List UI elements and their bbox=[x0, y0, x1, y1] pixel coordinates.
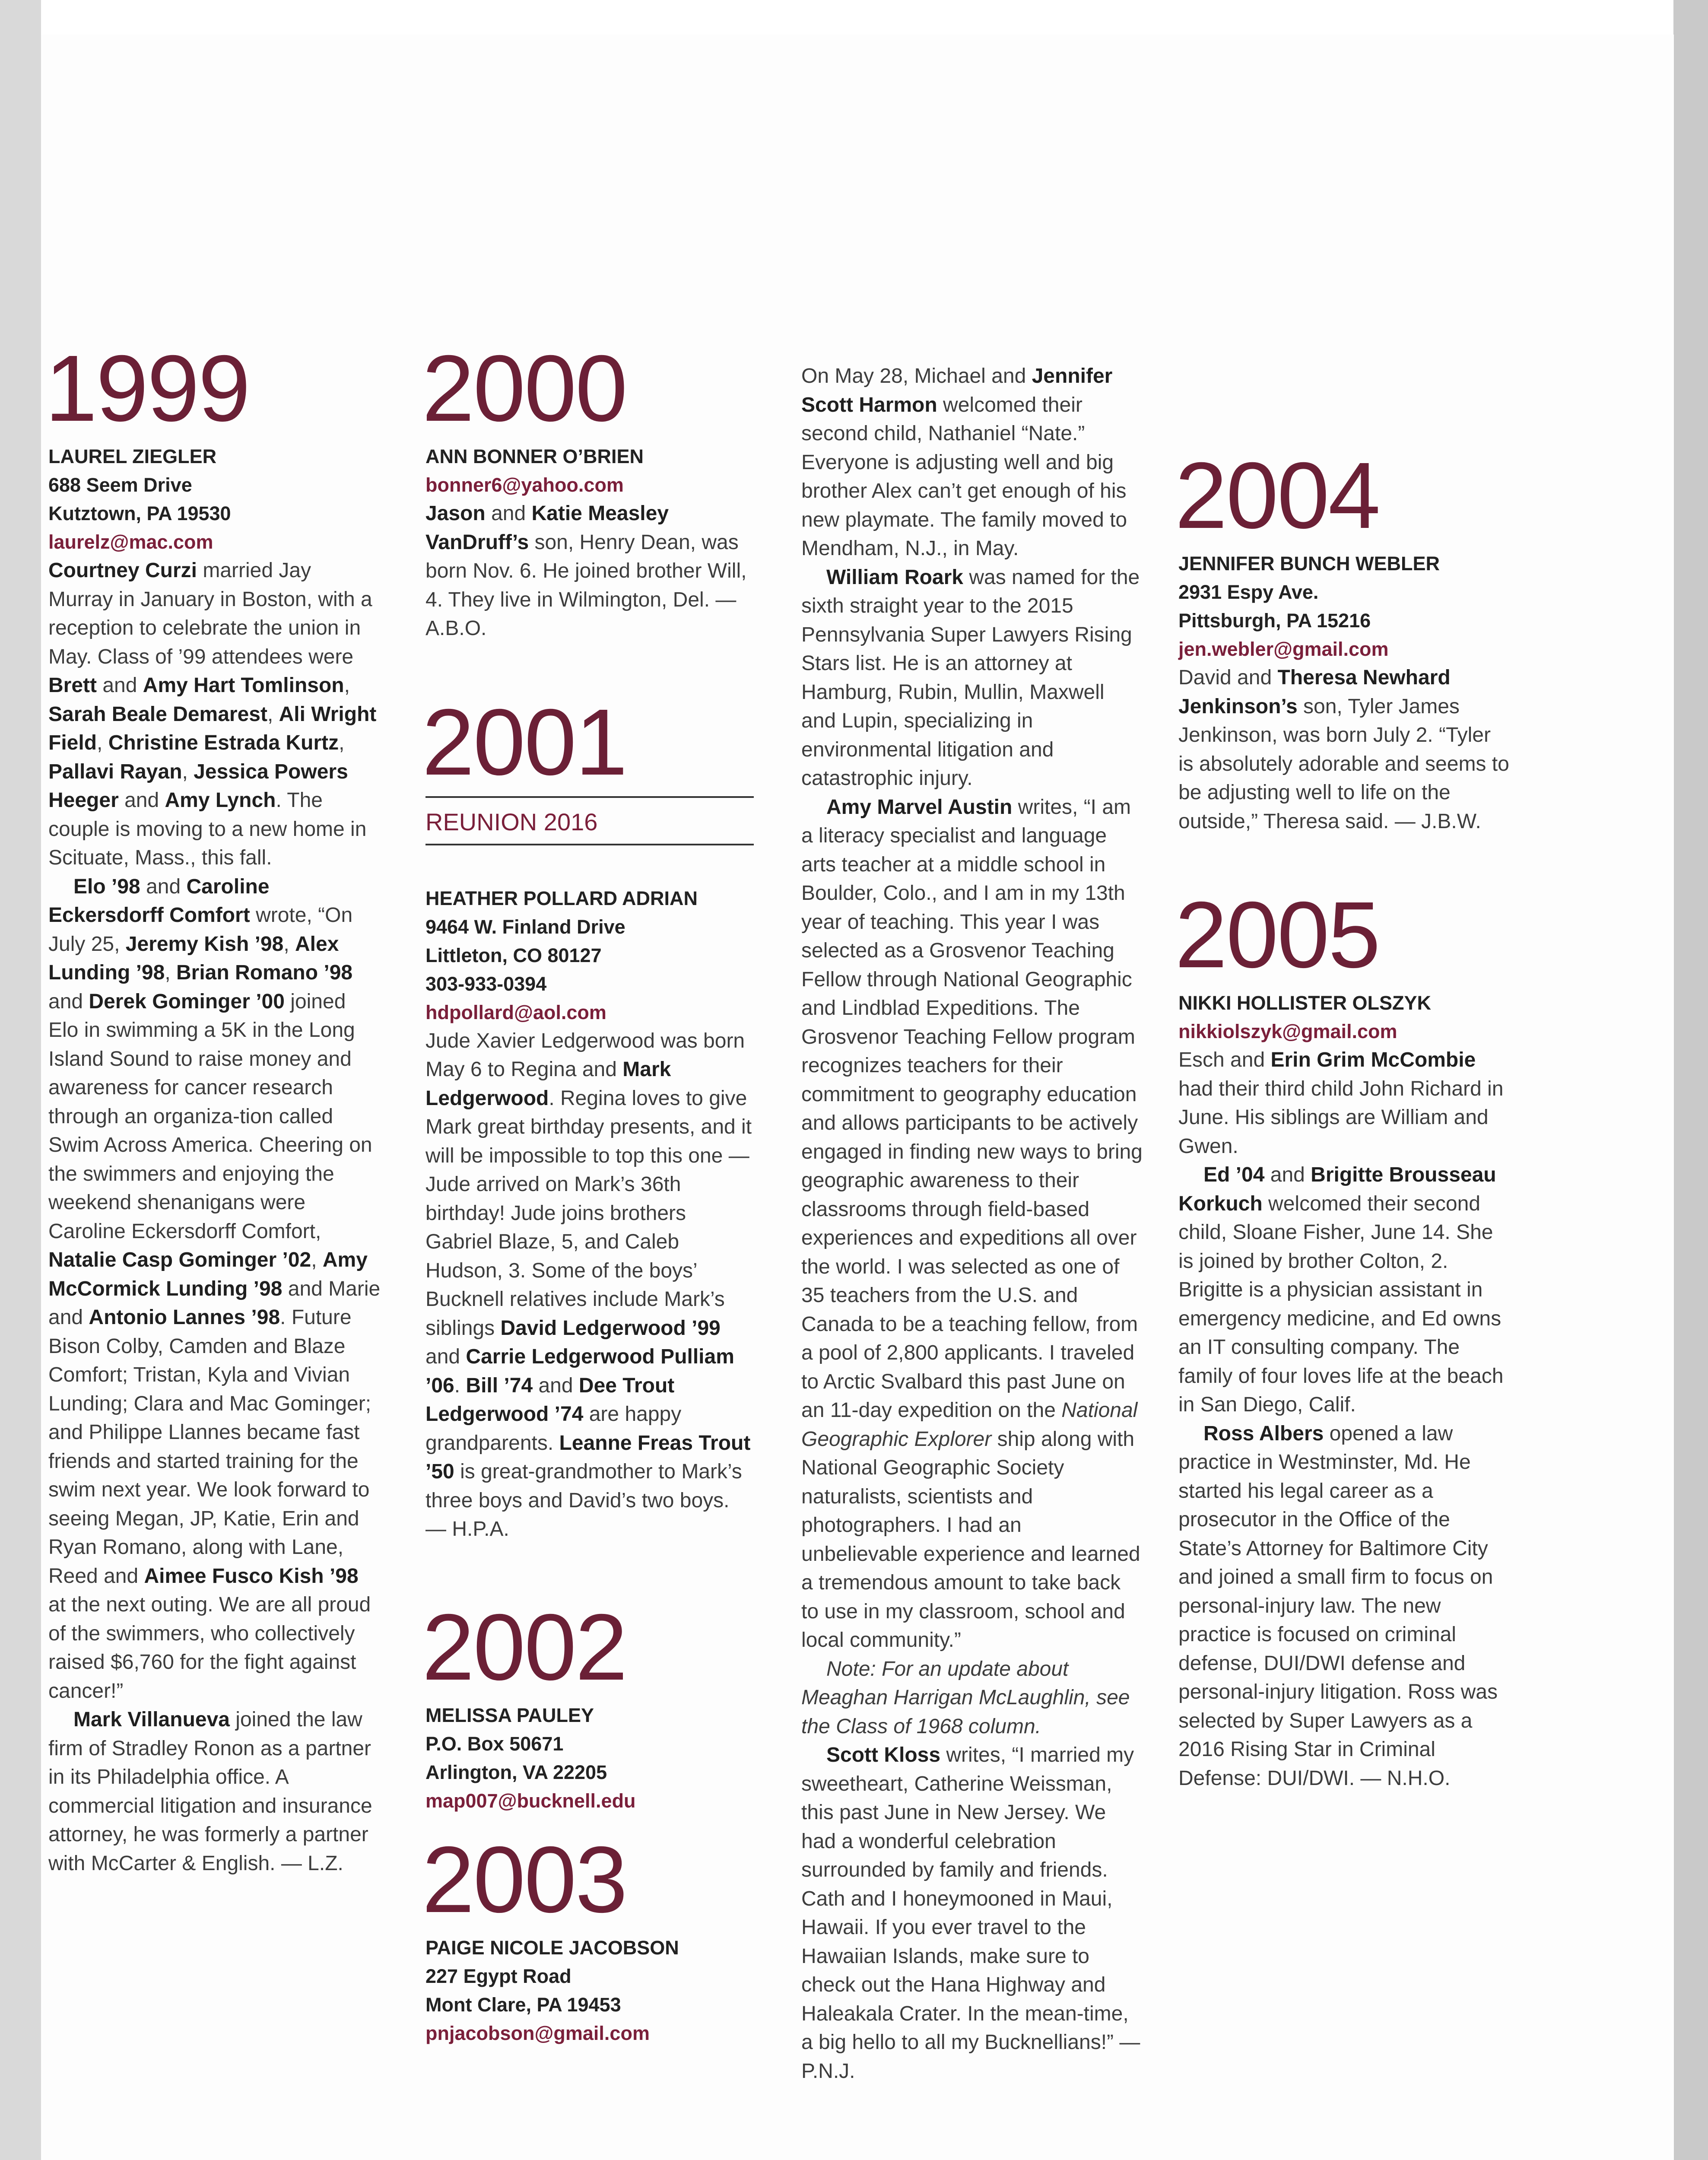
person-name: Jennifer Scott Harmon bbox=[801, 365, 1113, 416]
note-paragraph bbox=[1178, 1420, 1511, 1793]
class-secretary-email[interactable]: pnjacobson@gmail.com bbox=[425, 2022, 650, 2044]
person-name: Antonio Lannes ’98 bbox=[89, 1306, 280, 1329]
text-run: , bbox=[165, 961, 176, 984]
class-secretary-name: NIKKI HOLLISTER OLSZYK bbox=[1178, 992, 1431, 1014]
text-run: , bbox=[182, 760, 194, 783]
text-run: , bbox=[97, 731, 108, 754]
text-run: married Jay Murray in January in Boston, with a reception to celebrate the union in May. Class of ’99 attendees were bbox=[48, 559, 372, 668]
person-name: Brett bbox=[48, 674, 97, 697]
class-secretary-email[interactable]: hdpollard@aol.com bbox=[425, 1001, 606, 1023]
text-run: and bbox=[118, 789, 165, 812]
person-name: Bill ’74 bbox=[466, 1374, 533, 1397]
text-run: welcomed their second child, Sloane Fisher, June 14. She is joined by brother Colton, 2. Brigitte is a physician assistant in emergency medicine, and Ed owns an IT consulting company. The family of four loves life at the beach in San Diego, Calif. bbox=[1178, 1192, 1504, 1416]
note-paragraph bbox=[1178, 1161, 1511, 1420]
person-name: Ali Wright Field bbox=[48, 702, 377, 754]
person-name: Jason bbox=[425, 502, 486, 525]
text-run: and bbox=[425, 1345, 466, 1368]
class-secretary-address: 227 Egypt Road bbox=[425, 1965, 571, 1987]
class-secretary-address: P.O. Box 50671 bbox=[425, 1732, 564, 1755]
class-secretary-city: Mont Clare, PA 19453 bbox=[425, 1993, 621, 2016]
column-2 bbox=[422, 336, 754, 2048]
class-secretary-phone: 303-933-0394 bbox=[425, 972, 547, 995]
text-run: On May 28, Michael and bbox=[801, 365, 1032, 388]
person-name: Mark Ledgerwood bbox=[425, 1058, 671, 1110]
class-secretary-city: Littleton, CO 80127 bbox=[425, 944, 602, 966]
column-1 bbox=[45, 336, 381, 1878]
person-name: Brian Romano ’98 bbox=[176, 961, 353, 984]
person-name: Courtney Curzi bbox=[48, 559, 197, 582]
text-run: . Future Bison Colby, Camden and Blaze Comfort; Tristan, Kyla and Vivian Lunding; Clara and Mac Gominger; and Philippe Llannes became fast friends and started training for the swim next year. We look forward to seeing Megan, JP, Katie, Erin and Ryan Romano, along with Lane, Reed and bbox=[48, 1306, 371, 1588]
spacer bbox=[1178, 362, 1511, 448]
text-run: , bbox=[267, 702, 279, 726]
text-run: , bbox=[311, 1248, 323, 1271]
column-4 bbox=[1175, 362, 1511, 1793]
text-run: at the next outing. We are all proud of the swimmers, who collectively raised $6,760 for the fight against cancer!” bbox=[48, 1593, 371, 1703]
text-run: David and bbox=[1178, 666, 1278, 689]
person-name: Jessica Powers Heeger bbox=[48, 760, 348, 812]
person-name: Amy Hart Tomlinson bbox=[143, 674, 344, 697]
text-run: joined Elo in swimming a 5K in the Long Island Sound to raise money and awareness for cancer research through an organiza-tion called Swim Across America. Cheering on the swimmers and enjoying the weekend shenanigans were Caroline Eckersdorff Comfort, bbox=[48, 990, 372, 1243]
text-run: writes, “I married my sweetheart, Catherine Weissman, this past June in New Jersey. We had a wonderful celebration surrounded by family and friends. Cath and I honeymooned in Maui, Hawaii. If you ever travel to the Hawaiian Islands, make sure to check out the Hana Highway and Haleakala Crater. In the mean-time, a big hello to all my Bucknellians!” — P.N.J. bbox=[801, 1744, 1140, 2083]
class-year-2000: 2000 bbox=[422, 336, 626, 441]
text-run: Esch and bbox=[1178, 1048, 1271, 1071]
note-paragraph bbox=[48, 1706, 381, 1878]
spacer bbox=[425, 643, 754, 695]
person-name: Scott Kloss bbox=[826, 1744, 941, 1766]
class-year-2003: 2003 bbox=[422, 1827, 626, 1932]
text-run: and bbox=[140, 875, 187, 898]
class-secretary-name: PAIGE NICOLE JACOBSON bbox=[425, 1936, 679, 1959]
spacer bbox=[425, 1544, 754, 1600]
class-secretary-city: Arlington, VA 22205 bbox=[425, 1761, 607, 1783]
person-name: Caroline Eckersdorff Comfort bbox=[48, 875, 270, 927]
text-run: . The couple is moving to a new home in Scituate, Mass., this fall. bbox=[48, 789, 367, 869]
text-run: , bbox=[344, 674, 350, 697]
person-name: Amy Lynch bbox=[165, 789, 276, 812]
text-run: had their third child John Richard in June. His siblings are William and Gwen. bbox=[1178, 1077, 1504, 1158]
text-run: opened a law practice in Westminster, Md. He started his legal career as a prosecutor in the Office of the State’s Attorney for Baltimore City and joined a small firm to focus on personal-injury law. The new practice is focused on criminal defense, DUI/DWI defense and personal-injury litigation. Ross was selected by Super Lawyers as a 2016 Rising Star in Criminal Defense: DUI/DWI. — N.H.O. bbox=[1178, 1422, 1498, 1790]
scan-left-edge bbox=[0, 0, 41, 2160]
person-name: Mark Villanueva bbox=[73, 1708, 230, 1731]
class-year-2001: 2001 bbox=[422, 689, 626, 795]
person-name: Aimee Fusco Kish ’98 bbox=[144, 1564, 359, 1588]
note-paragraph bbox=[801, 1741, 1143, 2086]
person-name: Erin Grim McCombie bbox=[1270, 1048, 1476, 1071]
note-paragraph bbox=[801, 362, 1143, 563]
text-run: are happy grandparents. bbox=[425, 1403, 682, 1455]
italic-text: National Geographic Explorer bbox=[801, 1399, 1138, 1451]
text-run: son, Tyler James Jenkinson, was born July 2. “Tyler is absolutely adorable and seems to be adjusting well to life on the outside,” Theresa said. — J.B.W. bbox=[1178, 695, 1509, 833]
class-year-2002: 2002 bbox=[422, 1595, 626, 1700]
text-run: wrote, “On July 25, bbox=[48, 904, 353, 956]
person-name: Jeremy Kish ’98 bbox=[125, 932, 284, 956]
text-run: was named for the sixth straight year to the 2015 Pennsylvania Super Lawyers Rising Stars list. He is an attorney at Hamburg, Rubin, Mullin, Maxwell and Lupin, specializing in environmental litigation and catastrophic injury. bbox=[801, 565, 1140, 790]
person-name: Ed ’04 bbox=[1203, 1163, 1265, 1186]
person-name: Pallavi Rayan bbox=[48, 760, 182, 783]
text-run: ship along with National Geographic Society naturalists, scientists and photographers. I had an unbelievable experience and learned a tremendous amount to take back to use in my classroom, school and local community.” bbox=[801, 1427, 1140, 1652]
person-name: Dee Trout Ledgerwood ’74 bbox=[425, 1374, 675, 1426]
person-name: Christine Estrada Kurtz bbox=[108, 731, 339, 754]
class-secretary-email[interactable]: bonner6@yahoo.com bbox=[425, 474, 624, 496]
note-paragraph bbox=[801, 563, 1143, 793]
class-secretary-address: 688 Seem Drive bbox=[48, 474, 192, 496]
person-name: Alex Lunding ’98 bbox=[48, 932, 339, 984]
note-paragraph bbox=[425, 499, 754, 643]
person-name: Derek Gominger ’00 bbox=[89, 990, 285, 1013]
class-secretary-name: MELISSA PAULEY bbox=[425, 1704, 594, 1726]
class-secretary-address: 2931 Espy Ave. bbox=[1178, 581, 1319, 603]
person-name: Amy McCormick Lunding ’98 bbox=[48, 1248, 368, 1300]
class-secretary-city: Kutztown, PA 19530 bbox=[48, 502, 231, 524]
reunion-banner: REUNION 2016 bbox=[425, 796, 754, 845]
text-run: and bbox=[97, 674, 143, 697]
text-run: joined the law firm of Stradley Ronon as a partner in its Philadelphia office. A commercial litigation and insurance attorney, he was formerly a partner with McCarter & English. — L.Z. bbox=[48, 1708, 372, 1875]
person-name: Sarah Beale Demarest bbox=[48, 702, 267, 726]
text-run: and bbox=[533, 1374, 579, 1397]
class-secretary-address: 9464 W. Finland Drive bbox=[425, 915, 625, 938]
text-run: . Regina loves to give Mark great birthday presents, and it will be impossible to top this one — Jude arrived on Mark’s 36th birthday! Jude joins brothers Gabriel Blaze, 5, and Caleb Hudson, 3. Some of the boys’ Bucknell relatives include Mark’s siblings bbox=[425, 1086, 752, 1340]
text-run: writes, “I am a literacy specialist and language arts teacher at a middle school in Boulder, Colo., and I am in my 13th year of teaching. This year I was selected as a Grosvenor Teaching Fellow through National Geographic and Lindblad Expeditions. The Grosvenor Teaching Fellow program recognizes teachers for their commitment to geography education and allows participants to be actively engaged in finding new ways to bring geographic awareness to their classrooms through field-based experiences and expeditions all over the world. I was selected as one of 35 teachers from the U.S. and Canada to be a teaching fellow, from a pool of 2,800 applicants. I traveled to Arctic Svalbard this past June on an 11-day expedition on the bbox=[801, 795, 1143, 1422]
note-paragraph bbox=[1178, 664, 1511, 836]
person-name: Amy Marvel Austin bbox=[826, 795, 1013, 819]
text-run: and bbox=[485, 502, 532, 525]
italic-text: Note: For an update about Meaghan Harrigan McLaughlin, see the Class of 1968 column. bbox=[801, 1657, 1130, 1738]
text-run: . bbox=[454, 1374, 466, 1397]
person-name: Natalie Casp Gominger ’02 bbox=[48, 1248, 311, 1271]
note-paragraph bbox=[801, 793, 1143, 1655]
class-year-1999: 1999 bbox=[45, 336, 249, 441]
class-year-2005: 2005 bbox=[1175, 883, 1379, 988]
class-secretary-name: JENNIFER BUNCH WEBLER bbox=[1178, 553, 1440, 575]
class-secretary-name: LAUREL ZIEGLER bbox=[48, 445, 217, 467]
text-run: and bbox=[1264, 1163, 1311, 1186]
person-name: Katie Measley VanDruff’s bbox=[425, 502, 669, 554]
person-name: William Roark bbox=[826, 565, 963, 589]
text-run: and bbox=[48, 990, 89, 1013]
text-run: welcomed their second child, Nathaniel “Nate.” Everyone is adjusting well and big brother Alex can’t get enough of his new playmate. The family moved to Mendham, N.J., in May. bbox=[801, 393, 1127, 560]
person-name: Carrie Ledgerwood Pulliam ’06 bbox=[425, 1345, 734, 1397]
class-secretary-email[interactable]: jen.webler@gmail.com bbox=[1178, 638, 1389, 660]
text-run: son, Henry Dean, was born Nov. 6. He joined brother Will, 4. They live in Wilmington, Del. — A.B.O. bbox=[425, 530, 747, 640]
class-secretary-name: HEATHER POLLARD ADRIAN bbox=[425, 887, 698, 909]
class-secretary-name: ANN BONNER O’BRIEN bbox=[425, 445, 644, 467]
text-run: Jude Xavier Ledgerwood was born May 6 to Regina and bbox=[425, 1029, 745, 1081]
note-paragraph bbox=[1178, 1046, 1511, 1161]
text-run: , bbox=[339, 731, 345, 754]
person-name: Leanne Freas Trout ’50 bbox=[425, 1431, 751, 1483]
text-run: and Marie and bbox=[48, 1277, 381, 1329]
person-name: Theresa Newhard Jenkinson’s bbox=[1178, 666, 1451, 718]
class-year-2004: 2004 bbox=[1175, 443, 1379, 548]
class-secretary-email[interactable]: map007@bucknell.edu bbox=[425, 1789, 636, 1812]
spacer bbox=[1178, 836, 1511, 888]
class-secretary-city: Pittsburgh, PA 15216 bbox=[1178, 610, 1371, 632]
editor-note bbox=[801, 1655, 1143, 1741]
column-3 bbox=[801, 362, 1143, 2086]
person-name: Ross Albers bbox=[1203, 1422, 1324, 1445]
person-name: David Ledgerwood ’99 bbox=[500, 1316, 721, 1340]
class-secretary-email[interactable]: laurelz@mac.com bbox=[48, 531, 213, 553]
person-name: Brigitte Brousseau Korkuch bbox=[1178, 1163, 1496, 1215]
note-paragraph bbox=[48, 556, 381, 873]
text-run: is great-grandmother to Mark’s three boys and David’s two boys. — H.P.A. bbox=[425, 1460, 742, 1541]
class-secretary-email[interactable]: nikkiolszyk@gmail.com bbox=[1178, 1020, 1397, 1042]
note-paragraph bbox=[425, 1027, 754, 1544]
person-name: Elo ’98 bbox=[73, 875, 140, 898]
scan-right-edge bbox=[1673, 0, 1708, 2160]
note-paragraph bbox=[48, 873, 381, 1706]
text-run: , bbox=[283, 932, 295, 956]
